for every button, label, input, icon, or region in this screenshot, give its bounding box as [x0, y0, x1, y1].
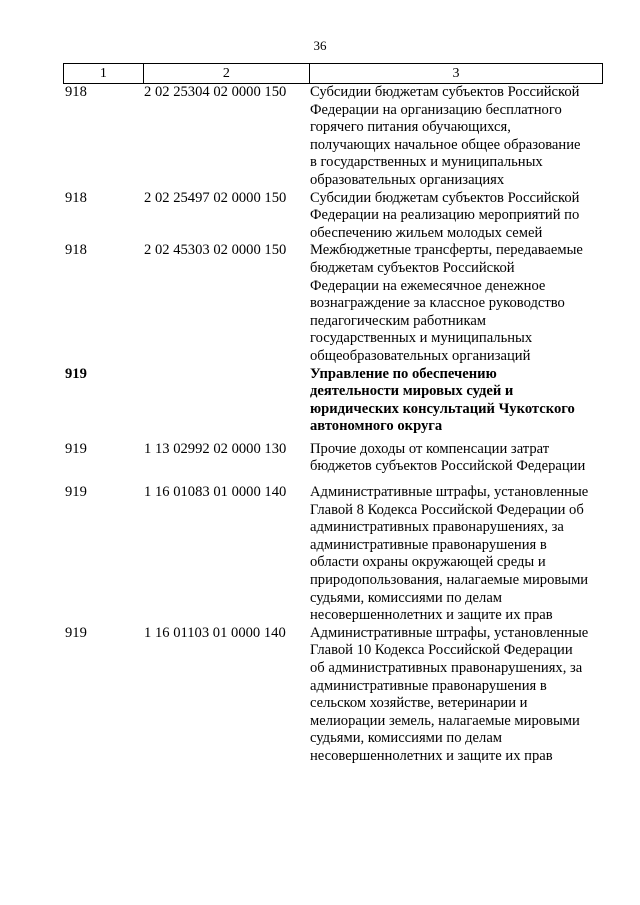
table-row	[63, 84, 603, 190]
description-line: вознаграждение за классное руководство	[310, 295, 565, 312]
admin-code: 919	[65, 624, 87, 641]
description-line: мелиорации земель, налагаемые мировыми	[310, 712, 580, 729]
description-line: сельском хозяйстве, ветеринарии и	[310, 695, 528, 712]
description-line: горячего питания обучающихся,	[310, 119, 511, 136]
description-line: об административных правонарушениях, за	[310, 660, 583, 676]
column-header-2: 2	[143, 64, 309, 84]
description-line: общеобразовательных организаций	[310, 347, 531, 364]
description-line: несовершеннолетних и защите их прав	[310, 747, 553, 764]
description-line: Субсидии бюджетам субъектов Российской	[310, 189, 580, 206]
section-heading-row	[63, 366, 603, 436]
description-line: судьями, комиссиями по делам	[310, 730, 503, 747]
description-line: Главой 8 Кодекса Российской Федерации об	[310, 501, 584, 518]
admin-code: 919	[65, 365, 87, 382]
description-line: природопользования, налагаемые мировыми	[310, 572, 589, 589]
column-header-3: 3	[310, 64, 603, 84]
budget-code: 2 02 45303 02 0000 150	[144, 242, 287, 259]
budget-code: 2 02 25497 02 0000 150	[144, 189, 287, 206]
description-line: получающих начальное общее образование	[310, 136, 581, 153]
description-line: автономного округа	[310, 418, 443, 435]
table-row	[63, 190, 603, 243]
description-line: административных правонарушениях, за	[310, 519, 564, 536]
description	[310, 441, 603, 476]
budget-code: 1 16 01083 01 0000 140	[144, 484, 287, 501]
description-line: области охраны окружающей среды и	[310, 554, 546, 571]
description-line: Прочие доходы от компенсации затрат	[310, 440, 550, 457]
description	[310, 190, 603, 243]
table-row	[63, 484, 603, 625]
description-line: юридических консультаций Чукотского	[310, 400, 575, 417]
description-line: Главой 10 Кодекса Российской Федерации	[310, 642, 573, 659]
description-line: Межбюджетные трансферты, передаваемые	[310, 242, 583, 259]
column-header-table	[63, 63, 603, 84]
description-line: административные правонарушения в	[310, 536, 547, 553]
table-row	[63, 625, 603, 766]
description-line: Федерации на ежемесячное денежное	[310, 277, 546, 294]
description-line: бюджетов субъектов Российской Федерации	[310, 458, 586, 475]
description	[310, 84, 603, 190]
description-line: административные правонарушения в	[310, 677, 547, 694]
page-number: 36	[313, 38, 327, 53]
table-row	[63, 441, 603, 476]
description	[310, 484, 603, 625]
description-line: судьями, комиссиями по делам	[310, 589, 503, 606]
budget-code	[144, 366, 310, 436]
table-body	[63, 84, 603, 766]
description-line: несовершеннолетних и защите их прав	[310, 607, 553, 624]
admin-code: 919	[65, 440, 87, 457]
description-line: Федерации на реализацию мероприятий по	[310, 207, 580, 224]
admin-code: 918	[65, 242, 87, 259]
description-line: деятельности мировых судей и	[310, 383, 514, 400]
description-line: Федерации на организацию бесплатного	[310, 101, 562, 118]
description-line: педагогическим работникам	[310, 312, 487, 329]
budget-code: 1 16 01103 01 0000 140	[144, 624, 286, 641]
description-line: Субсидии бюджетам субъектов Российской	[310, 84, 580, 100]
table-row	[63, 242, 603, 365]
description-line: Административные штрафы, установленные	[310, 484, 589, 501]
budget-code: 1 13 02992 02 0000 130	[144, 440, 287, 457]
description-line: образовательных организациях	[310, 171, 505, 188]
column-header-1: 1	[64, 64, 144, 84]
description-line: обеспечению жильем молодых семей	[310, 224, 543, 241]
description	[310, 625, 603, 766]
description	[310, 366, 603, 436]
admin-code: 919	[65, 484, 87, 501]
description-line: в государственных и муниципальных	[310, 154, 543, 171]
description-line: государственных и муниципальных	[310, 330, 533, 347]
admin-code: 918	[65, 84, 87, 100]
budget-code: 2 02 25304 02 0000 150	[144, 84, 287, 100]
description-line: Управление по обеспечению	[310, 365, 497, 382]
description-line: бюджетам субъектов Российской	[310, 259, 515, 276]
description	[310, 242, 603, 365]
description-line: Административные штрафы, установленные	[310, 624, 589, 641]
admin-code: 918	[65, 189, 87, 206]
